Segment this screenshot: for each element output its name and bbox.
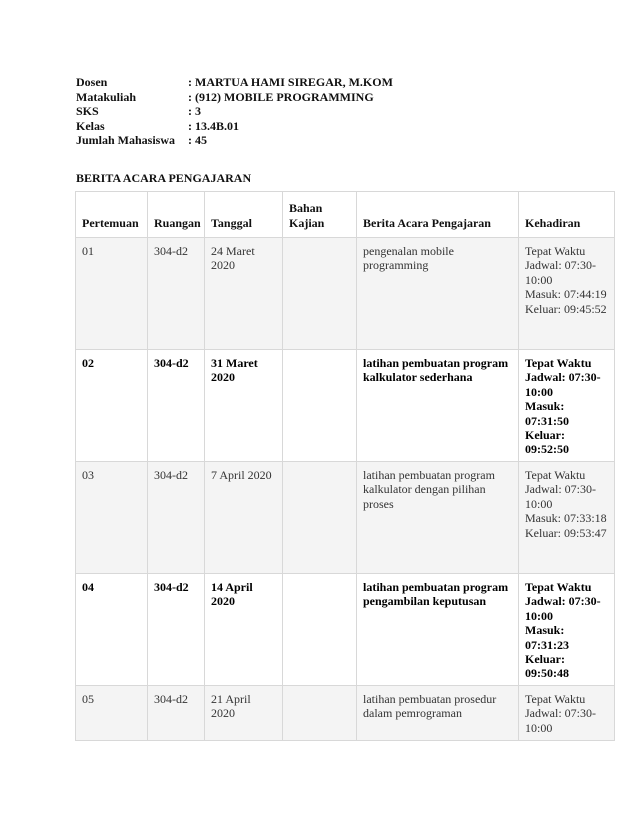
info-row-jumlah-mahasiswa (76, 133, 393, 148)
cell-bahan-kajian (283, 350, 357, 462)
header-kehadiran: Kehadiran (519, 192, 615, 238)
cell-kehadiran (519, 462, 615, 574)
table-row (76, 462, 615, 574)
table-header-row (76, 192, 615, 238)
kehadiran-jadwal: Jadwal: 07:30-10:00 (525, 482, 596, 511)
cell-pertemuan: 03 (76, 462, 148, 574)
section-title: BERITA ACARA PENGAJARAN (76, 171, 252, 185)
info-label: Matakuliah (76, 89, 137, 104)
cell-ruangan: 304-d2 (148, 574, 205, 686)
info-row-kelas (76, 119, 393, 134)
cell-berita-acara: latihan pembuatan program kalkulator sederhana (357, 350, 519, 462)
cell-kehadiran (519, 350, 615, 462)
cell-pertemuan: 02 (76, 350, 148, 462)
kehadiran-status: Tepat Waktu (525, 244, 586, 258)
kehadiran-jadwal: Jadwal: 07:30-10:00 (525, 370, 601, 399)
header-bahan-kajian: Bahan Kajian (283, 192, 357, 238)
table-row (76, 238, 615, 350)
kehadiran-keluar: Keluar: 09:52:50 (525, 428, 569, 457)
cell-berita-acara: latihan pembuatan program pengambilan keputusan (357, 574, 519, 686)
info-value: : (912) MOBILE PROGRAMMING (188, 89, 374, 104)
kehadiran-keluar: Keluar: 09:45:52 (525, 301, 607, 316)
cell-bahan-kajian (283, 686, 357, 741)
kehadiran-masuk: Masuk: 07:31:23 (525, 623, 569, 652)
info-label: Jumlah Mahasiswa (76, 133, 176, 148)
kehadiran-status: Tepat Waktu (525, 692, 586, 706)
kehadiran-masuk: Masuk: 07:33:18 (525, 511, 607, 526)
cell-pertemuan: 04 (76, 574, 148, 686)
table-row (76, 350, 615, 462)
header-ruangan: Ruangan (148, 192, 205, 238)
kehadiran-status: Tepat Waktu (525, 580, 592, 594)
kehadiran-jadwal: Jadwal: 07:30-10:00 (525, 706, 596, 735)
kehadiran-jadwal: Jadwal: 07:30-10:00 (525, 594, 601, 623)
kehadiran-keluar: Keluar: 09:53:47 (525, 525, 607, 540)
header-berita-acara: Berita Acara Pengajaran (357, 192, 519, 238)
info-label: SKS (76, 104, 99, 119)
cell-ruangan: 304-d2 (148, 238, 205, 350)
info-row-sks (76, 104, 393, 119)
kehadiran-status: Tepat Waktu (525, 468, 586, 482)
info-row-dosen (76, 75, 393, 90)
cell-ruangan: 304-d2 (148, 350, 205, 462)
cell-pertemuan: 05 (76, 686, 148, 741)
kehadiran-masuk: Masuk: 07:44:19 (525, 287, 607, 302)
header-pertemuan: Pertemuan (76, 192, 148, 238)
cell-kehadiran (519, 686, 615, 741)
cell-pertemuan: 01 (76, 238, 148, 350)
kehadiran-jadwal: Jadwal: 07:30-10:00 (525, 258, 596, 287)
cell-berita-acara: latihan pembuatan prosedur dalam pemrograman (357, 686, 519, 741)
cell-ruangan: 304-d2 (148, 686, 205, 741)
table-row (76, 574, 615, 686)
berita-acara-table (75, 191, 615, 741)
cell-berita-acara: latihan pembuatan program kalkulator dengan pilihan proses (357, 462, 519, 574)
info-value: : 3 (188, 104, 201, 119)
info-value: : MARTUA HAMI SIREGAR, M.KOM (188, 75, 393, 89)
cell-tanggal: 7 April 2020 (205, 462, 283, 574)
cell-bahan-kajian (283, 462, 357, 574)
cell-ruangan: 304-d2 (148, 462, 205, 574)
kehadiran-status: Tepat Waktu (525, 356, 592, 370)
cell-bahan-kajian (283, 238, 357, 350)
cell-kehadiran (519, 238, 615, 350)
cell-kehadiran (519, 574, 615, 686)
cell-bahan-kajian (283, 574, 357, 686)
cell-tanggal: 14 April 2020 (205, 574, 283, 686)
cell-tanggal: 24 Maret 2020 (205, 238, 283, 350)
cell-tanggal: 31 Maret 2020 (205, 350, 283, 462)
kehadiran-keluar: Keluar: 09:50:48 (525, 652, 569, 681)
info-value: : 45 (188, 133, 207, 148)
cell-tanggal: 21 April 2020 (205, 686, 283, 741)
info-label: Dosen (76, 75, 108, 89)
info-row-matakuliah (76, 90, 393, 105)
table-row (76, 686, 615, 741)
kehadiran-masuk: Masuk: 07:31:50 (525, 399, 569, 428)
header-tanggal: Tanggal (205, 192, 283, 238)
course-info (76, 75, 393, 148)
cell-berita-acara: pengenalan mobile programming (357, 238, 519, 350)
info-value: : 13.4B.01 (188, 118, 239, 133)
info-label: Kelas (76, 118, 105, 133)
